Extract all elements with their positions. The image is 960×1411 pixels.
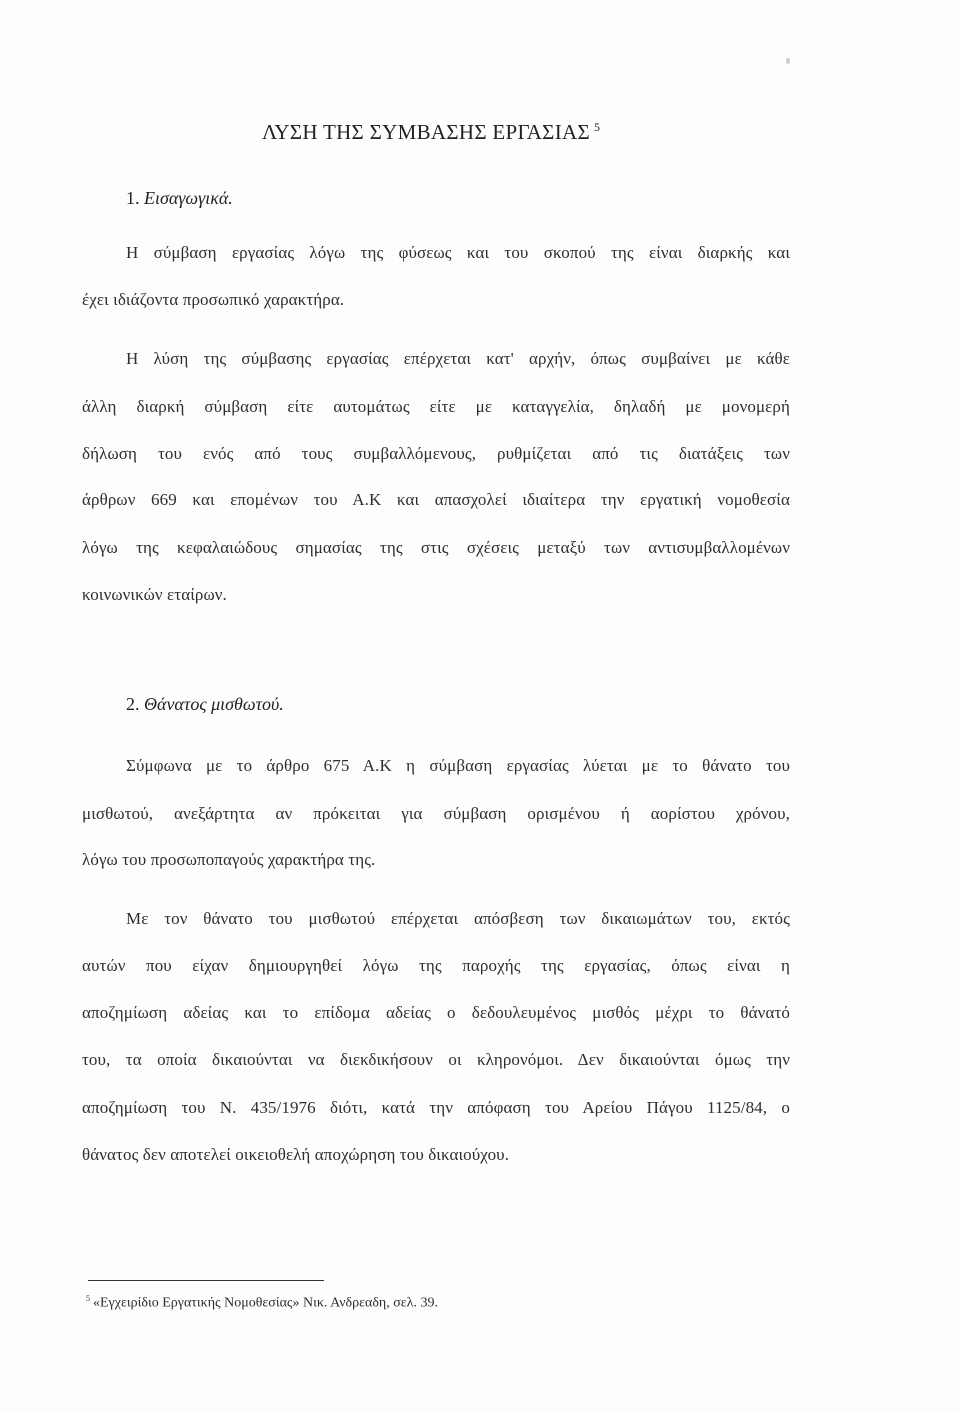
paragraph-line: Η σύμβαση εργασίας λόγω της φύσεως και του σκοπού της είναι διαρκής και xyxy=(126,243,790,262)
section-1-title: Εισαγωγικά. xyxy=(144,188,233,208)
paragraph-line: δήλωση του ενός από τους συμβαλλόμενους, ρυθμίζεται από τις διατάξεις των xyxy=(82,444,790,463)
paragraph-line: άρθρων 669 και επομένων του Α.Κ και απασχολεί ιδιαίτερα την εργατική νομοθεσία xyxy=(82,490,790,509)
paragraph-line: αυτών που είχαν δημιουργηθεί λόγω της παροχής της εργασίας, όπως είναι η xyxy=(82,956,790,975)
scan-speck xyxy=(786,58,790,64)
title-text: ΛΥΣΗ ΤΗΣ ΣΥΜΒΑΣΗΣ ΕΡΓΑΣΙΑΣ xyxy=(262,120,590,144)
footnote-separator xyxy=(88,1280,324,1281)
section-2-heading xyxy=(126,694,284,715)
paragraph-line: Σύμφωνα με το άρθρο 675 Α.Κ η σύμβαση εργασίας λύεται με το θάνατο του xyxy=(126,756,790,775)
paragraph-line: Η λύση της σύμβασης εργασίας επέρχεται κατ' αρχήν, όπως συμβαίνει με κάθε xyxy=(126,349,790,368)
paragraph-line: αποζημίωση του Ν. 435/1976 διότι, κατά την απόφαση του Αρείου Πάγου 1125/84, ο xyxy=(82,1098,790,1117)
paragraph-line: κοινωνικών εταίρων. xyxy=(82,585,227,604)
paragraph-line: λόγω της κεφαλαιώδους σημασίας της στις σχέσεις μεταξύ των αντισυμβαλλομένων xyxy=(82,538,790,557)
paragraph-line: θάνατος δεν αποτελεί οικειοθελή αποχώρηση του δικαιούχου. xyxy=(82,1145,510,1164)
footnote xyxy=(86,1294,438,1312)
paragraph-line: μισθωτού, ανεξάρτητα αν πρόκειται για σύμβαση ορισμένου ή αορίστου χρόνου, xyxy=(82,804,790,823)
section-2-title: Θάνατος μισθωτού. xyxy=(144,694,284,714)
title-footnote-ref: 5 xyxy=(594,120,601,134)
paragraph-line: του, τα οποία δικαιούνται να διεκδικήσουν οι κληρονόμοι. Δεν δικαιούνται όμως την xyxy=(82,1050,790,1069)
paragraph-line: άλλη διαρκή σύμβαση είτε αυτομάτως είτε με καταγγελία, δηλαδή με μονομερή xyxy=(82,397,790,416)
document-title xyxy=(262,120,600,145)
paragraph-line: Με τον θάνατο του μισθωτού επέρχεται απόσβεση των δικαιωμάτων του, εκτός xyxy=(126,909,790,928)
section-2-number: 2. xyxy=(126,694,140,714)
footnote-text: «Εγχειρίδιο Εργατικής Νομοθεσίας» Νικ. Ανδρεαδη, σελ. 39. xyxy=(93,1295,438,1311)
section-1-number: 1. xyxy=(126,188,140,208)
section-1-heading xyxy=(126,188,233,209)
footnote-marker: 5 xyxy=(86,1294,90,1303)
paragraph-line: λόγω του προσωποπαγούς χαρακτήρα της. xyxy=(82,850,376,869)
paragraph-line: έχει ιδιάζοντα προσωπικό χαρακτήρα. xyxy=(82,290,345,309)
paragraph-line: αποζημίωση αδείας και το επίδομα αδείας ο δεδουλευμένος μισθός μέχρι το θάνατό xyxy=(82,1003,790,1022)
